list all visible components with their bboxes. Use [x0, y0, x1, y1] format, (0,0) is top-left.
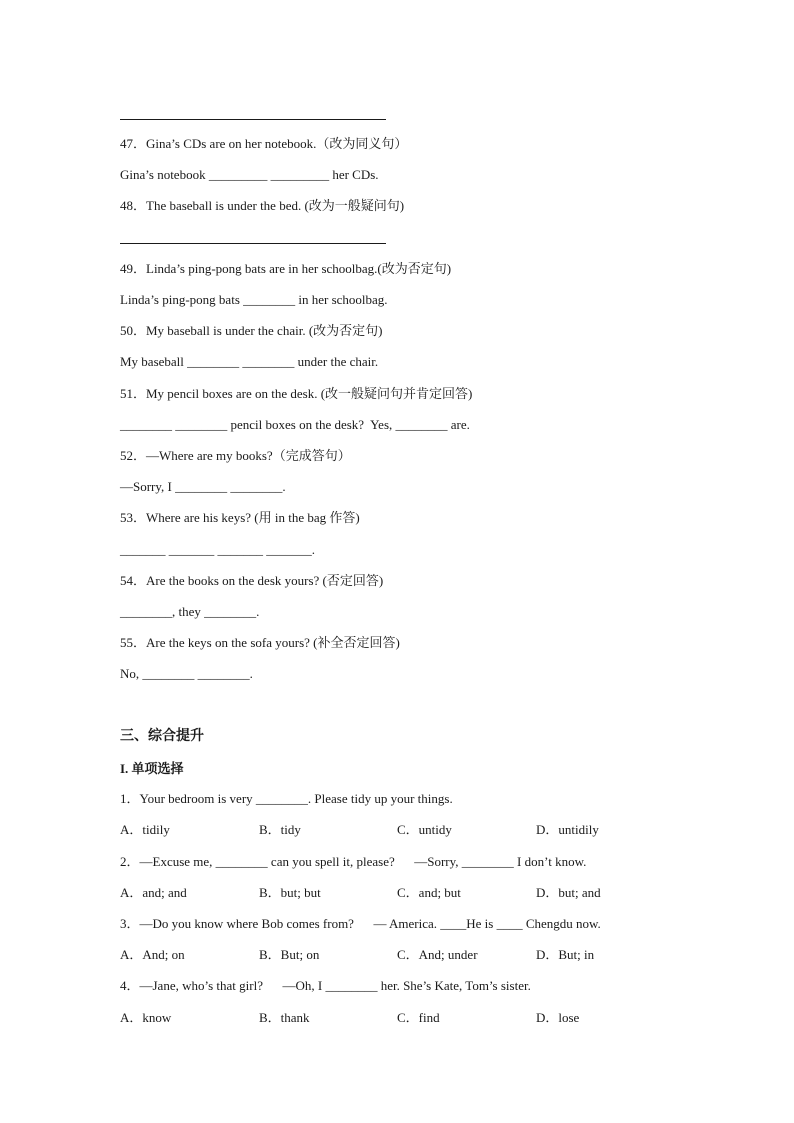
answer-55: No, ________ ________.: [120, 666, 253, 681]
mcq-1-stem: 1．Your bedroom is very ________. Please tidy up your things.: [120, 791, 453, 806]
answer-50: My baseball ________ ________ under the chair.: [120, 354, 379, 369]
question-48: 48．The baseball is under the bed. (改为一般疑问句): [120, 198, 405, 213]
question-54: 54．Are the books on the desk yours? (否定回答): [120, 573, 384, 588]
mcq-1-option-d[interactable]: D．untidily: [536, 822, 599, 837]
question-52: 52．—Where are my books?（完成答句）: [120, 448, 351, 463]
question-47: 47．Gina’s CDs are on her notebook.（改为同义句）: [120, 136, 408, 151]
section-title-comprehensive: 三、综合提升: [120, 729, 204, 744]
mcq-2-option-b[interactable]: B．but; but: [259, 885, 321, 900]
mcq-1-option-a[interactable]: A．tidily: [120, 822, 170, 837]
section-title-single-choice: I. 单项选择: [120, 761, 184, 776]
answer-47: Gina’s notebook _________ _________ her CDs.: [120, 167, 379, 182]
mcq-4-option-b[interactable]: B．thank: [259, 1010, 310, 1025]
answer-line-46: [120, 119, 386, 120]
question-50: 50．My baseball is under the chair. (改为否定句): [120, 323, 383, 338]
mcq-2-option-a[interactable]: A．and; and: [120, 885, 187, 900]
mcq-3-option-c[interactable]: C．And; under: [397, 947, 478, 962]
answer-52: —Sorry, I ________ ________.: [120, 479, 286, 494]
answer-53: _______ _______ _______ _______.: [120, 542, 315, 557]
answer-54: ________, they ________.: [120, 604, 260, 619]
question-53: 53．Where are his keys? (用 in the bag 作答): [120, 510, 360, 525]
question-51: 51．My pencil boxes are on the desk. (改一般疑问句并肯定回答): [120, 386, 473, 401]
mcq-3-option-d[interactable]: D．But; in: [536, 947, 595, 962]
question-49: 49．Linda’s ping-pong bats are in her schoolbag.(改为否定句): [120, 261, 452, 276]
answer-49: Linda’s ping-pong bats ________ in her schoolbag.: [120, 292, 388, 307]
mcq-4-option-a[interactable]: A．know: [120, 1010, 172, 1025]
mcq-2-option-c[interactable]: C．and; but: [397, 885, 461, 900]
mcq-4-stem: 4．—Jane, who’s that girl? —Oh, I ________ her. She’s Kate, Tom’s sister.: [120, 978, 531, 993]
mcq-3-option-a[interactable]: A．And; on: [120, 947, 185, 962]
mcq-3-option-b[interactable]: B．But; on: [259, 947, 320, 962]
mcq-1-option-b[interactable]: B．tidy: [259, 822, 301, 837]
mcq-4-option-d[interactable]: D．lose: [536, 1010, 580, 1025]
mcq-3-stem: 3．—Do you know where Bob comes from? — America. ____He is ____ Chengdu now.: [120, 916, 601, 931]
question-55: 55．Are the keys on the sofa yours? (补全否定回答): [120, 635, 400, 650]
mcq-4-option-c[interactable]: C．find: [397, 1010, 440, 1025]
mcq-1-option-c[interactable]: C．untidy: [397, 822, 452, 837]
answer-51: ________ ________ pencil boxes on the desk? Yes, ________ are.: [120, 417, 470, 432]
mcq-2-option-d[interactable]: D．but; and: [536, 885, 601, 900]
mcq-2-stem: 2．—Excuse me, ________ can you spell it, please? —Sorry, ________ I don’t know.: [120, 854, 587, 869]
answer-line-48: [120, 243, 386, 244]
